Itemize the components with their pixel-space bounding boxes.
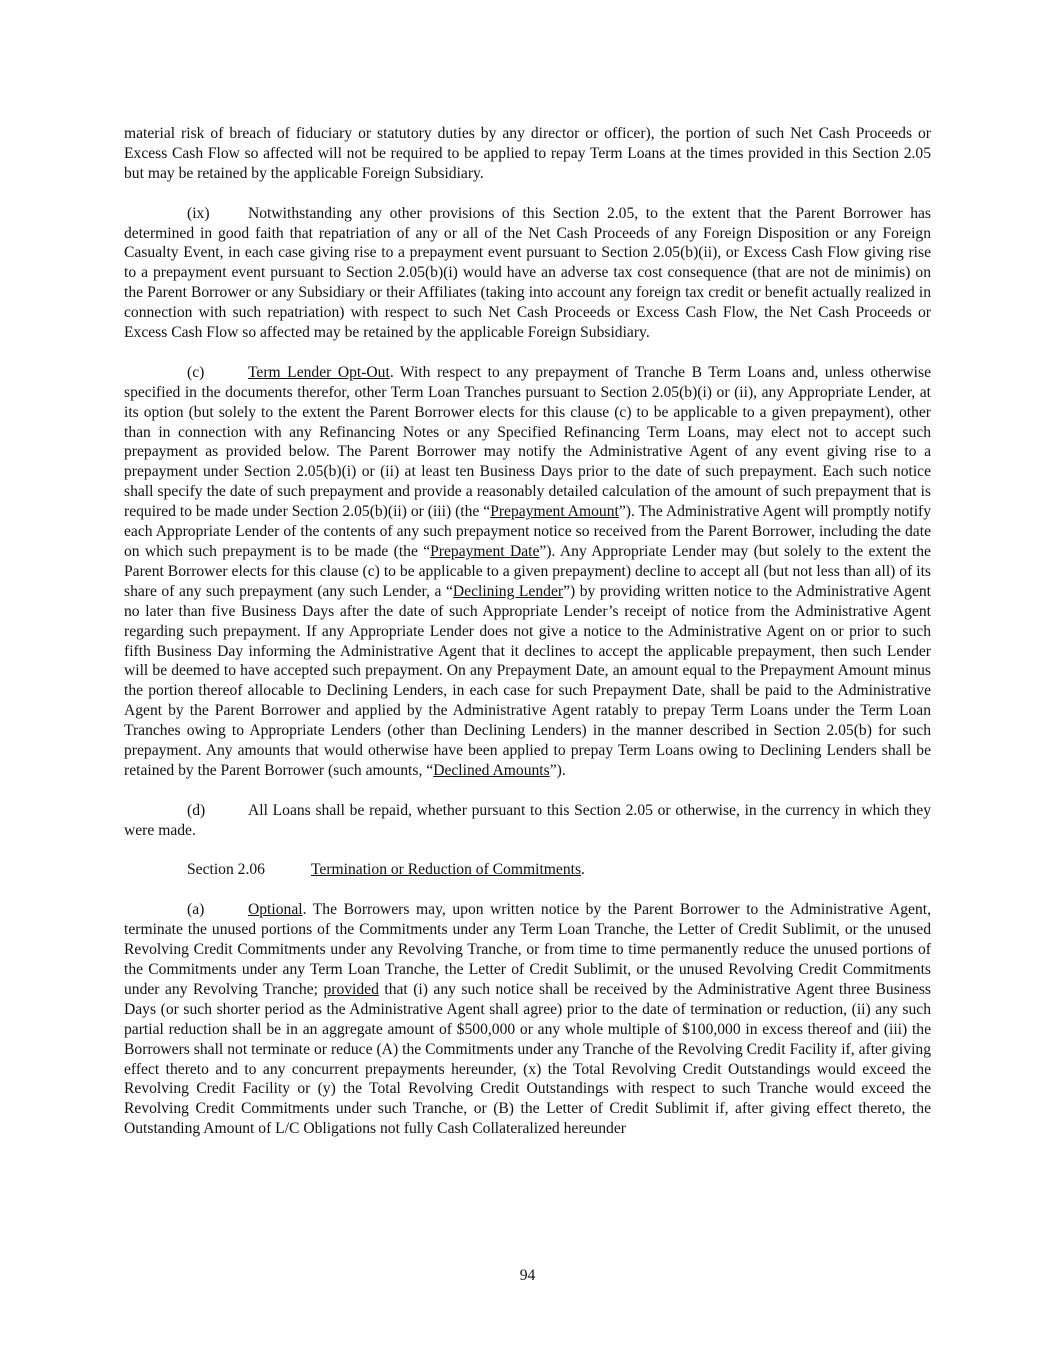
section-label: Section 2.06 — [187, 861, 265, 879]
paragraph-text: ”). — [549, 761, 566, 779]
paragraph-text: ”) by providing written notice to the Administrative Agent no later than five Business Days after the date of such Appropriate Lender’s receipt of notice from the Administrative Agent regarding such prepayment. If any Appropriate Lender does not give a notice to the Administrative Agent on or prior to such fifth Business Day informing the Administrative Agent that it declines to accept the applicable prepayment, then such Lender will be deemed to have accepted such prepayment. On any Prepayment Date, an amount equal to the Prepayment Amount minus the portion thereof allocable to Declining Lenders, in each case for such Prepayment Date, shall be paid to the Administrative Agent by the Parent Borrower and applied by the Administrative Agent ratably to prepay Term Loans under the Term Loan Tranches owing to Appropriate Lenders (other than Declining Lenders) in the manner described in Section 2.05(b) for such prepayment. Any amounts that would otherwise have been applied to prepay Term Loans owing to Declining Lenders shall be retained by the Parent Borrower (such amounts, “ — [124, 582, 931, 779]
paragraph-ix — [124, 204, 931, 343]
paragraph-text: . The Borrowers may, upon written notice by the Parent Borrower to the Administrative Agent, terminate the unused portions of the Commitments under any Term Loan Tranche, the Letter of Credit Sublimit, or the unused Revolving Credit Commitments under any Revolving Tranche, or from time to time permanently reduce the unused portions of the Commitments under any Term Loan Tranche, the Letter of Credit Sublimit, or the unused Revolving Credit Commitments under any Revolving Tranche; — [124, 901, 931, 998]
paragraph-d — [124, 801, 931, 841]
paragraph-text: . With respect to any prepayment of Tranche B Term Loans and, unless otherwise specified in the documents therefor, other Term Loan Tranches pursuant to Section 2.05(b)(i) or (ii), any Appropriate Lender, at its option (but solely to the extent the Parent Borrower elects for this clause (c) to be applicable to a given prepayment), other than in connection with any Refinancing Notes or any Specified Refinancing Term Loans, may elect not to accept such prepayment as provided below. The Parent Borrower may notify the Administrative Agent of any event giving rise to a prepayment under Section 2.05(b)(i) or (ii) at least ten Business Days prior to the date of such prepayment. Each such notice shall specify the date of such prepayment and provide a reasonably detailed calculation of the amount of such prepayment that is required to be made under Section 2.05(b)(ii) or (iii) (the “ — [124, 363, 932, 521]
page-number: 94 — [519, 1267, 536, 1284]
paragraph-continuation: material risk of breach of fiduciary or statutory duties by any director or officer), the portion of such Net Cash Proceeds or Excess Cash Flow so affected will not be required to be applied to repay Term Loans at the times provided in this Section 2.05 but may be retained by the applicable Foreign Subsidiary. — [124, 125, 931, 182]
paragraph-title: Term Lender Opt-Out — [248, 363, 390, 381]
section-title: Termination or Reduction of Commitments — [311, 861, 582, 879]
defined-term: Prepayment Amount — [490, 503, 619, 521]
paragraph-text: ”). Any Appropriate Lender may (but solely to the extent the Parent Borrower elects for this clause (c) to be applicable to a given prepayment) decline to accept all (but not less than all) of its share of any such prepayment (any such Lender, a “ — [124, 543, 931, 600]
defined-term: Declined Amounts — [433, 761, 550, 779]
defined-term: provided — [323, 980, 379, 998]
defined-term: Prepayment Date — [430, 543, 540, 560]
paragraph-text: that (i) any such notice shall be received by the Administrative Agent three Business Days (or such shorter period as the Administrative Agent shall agree) prior to the date of termination or reduction, (ii) any such partial reduction shall be in an aggregate amount of $500,000 or any whole multiple of $100,000 in excess thereof and (iii) the Borrowers shall not terminate or reduce (A) the Commitments under any Tranche of the Revolving Credit Facility if, after giving effect thereto and to any concurrent prepayments hereunder, (x) the Total Revolving Credit Outstandings would exceed the Revolving Credit Facility or (y) the Total Revolving Credit Outstandings with respect to such Tranche would exceed the Revolving Credit Commitments under such Tranche, or (B) the Letter of Credit Sublimit if, after giving effect thereto, the Outstanding Amount of L/C Obligations not fully Cash Collateralized hereunder — [124, 980, 931, 1138]
section-heading — [124, 860, 931, 880]
paragraph-number: (ix) — [187, 204, 210, 222]
paragraph-number: (d) — [187, 801, 206, 819]
paragraph-text: ”). The Administrative Agent will promptly notify each Appropriate Lender of the contents of any such prepayment notice so received from the Parent Borrower, including the date on which such prepayment is to be made (the “ — [124, 503, 932, 560]
paragraph-text: All Loans shall be repaid, whether pursuant to this Section 2.05 or otherwise, in the currency in which they were made. — [124, 801, 931, 839]
document-page — [124, 124, 931, 1159]
paragraph-text: Notwithstanding any other provisions of this Section 2.05, to the extent that the Parent Borrower has determined in good faith that repatriation of any or all of the Net Cash Proceeds of any Foreign Disposition or any Foreign Casualty Event, in each case giving rise to a prepayment event pursuant to Section 2.05(b)(ii), or Excess Cash Flow giving rise to a prepayment event pursuant to Section 2.05(b)(i) would have an adverse tax cost consequence (that are not de minimis) on the Parent Borrower or any Subsidiary or their Affiliates (taking into account any foreign tax credit or benefit actually realized in connection with such repatriation) with respect to such Net Cash Proceeds or Excess Cash Flow, the Net Cash Proceeds or Excess Cash Flow so affected may be retained by the applicable Foreign Subsidiary. — [124, 204, 931, 342]
paragraph-number: (c) — [187, 363, 205, 381]
paragraph-a — [124, 900, 931, 1139]
section-title-period: . — [581, 861, 585, 879]
paragraph-c — [124, 363, 931, 781]
paragraph-title: Optional — [248, 901, 303, 919]
paragraph-number: (a) — [187, 901, 205, 919]
defined-term: Declining Lender — [452, 582, 564, 600]
